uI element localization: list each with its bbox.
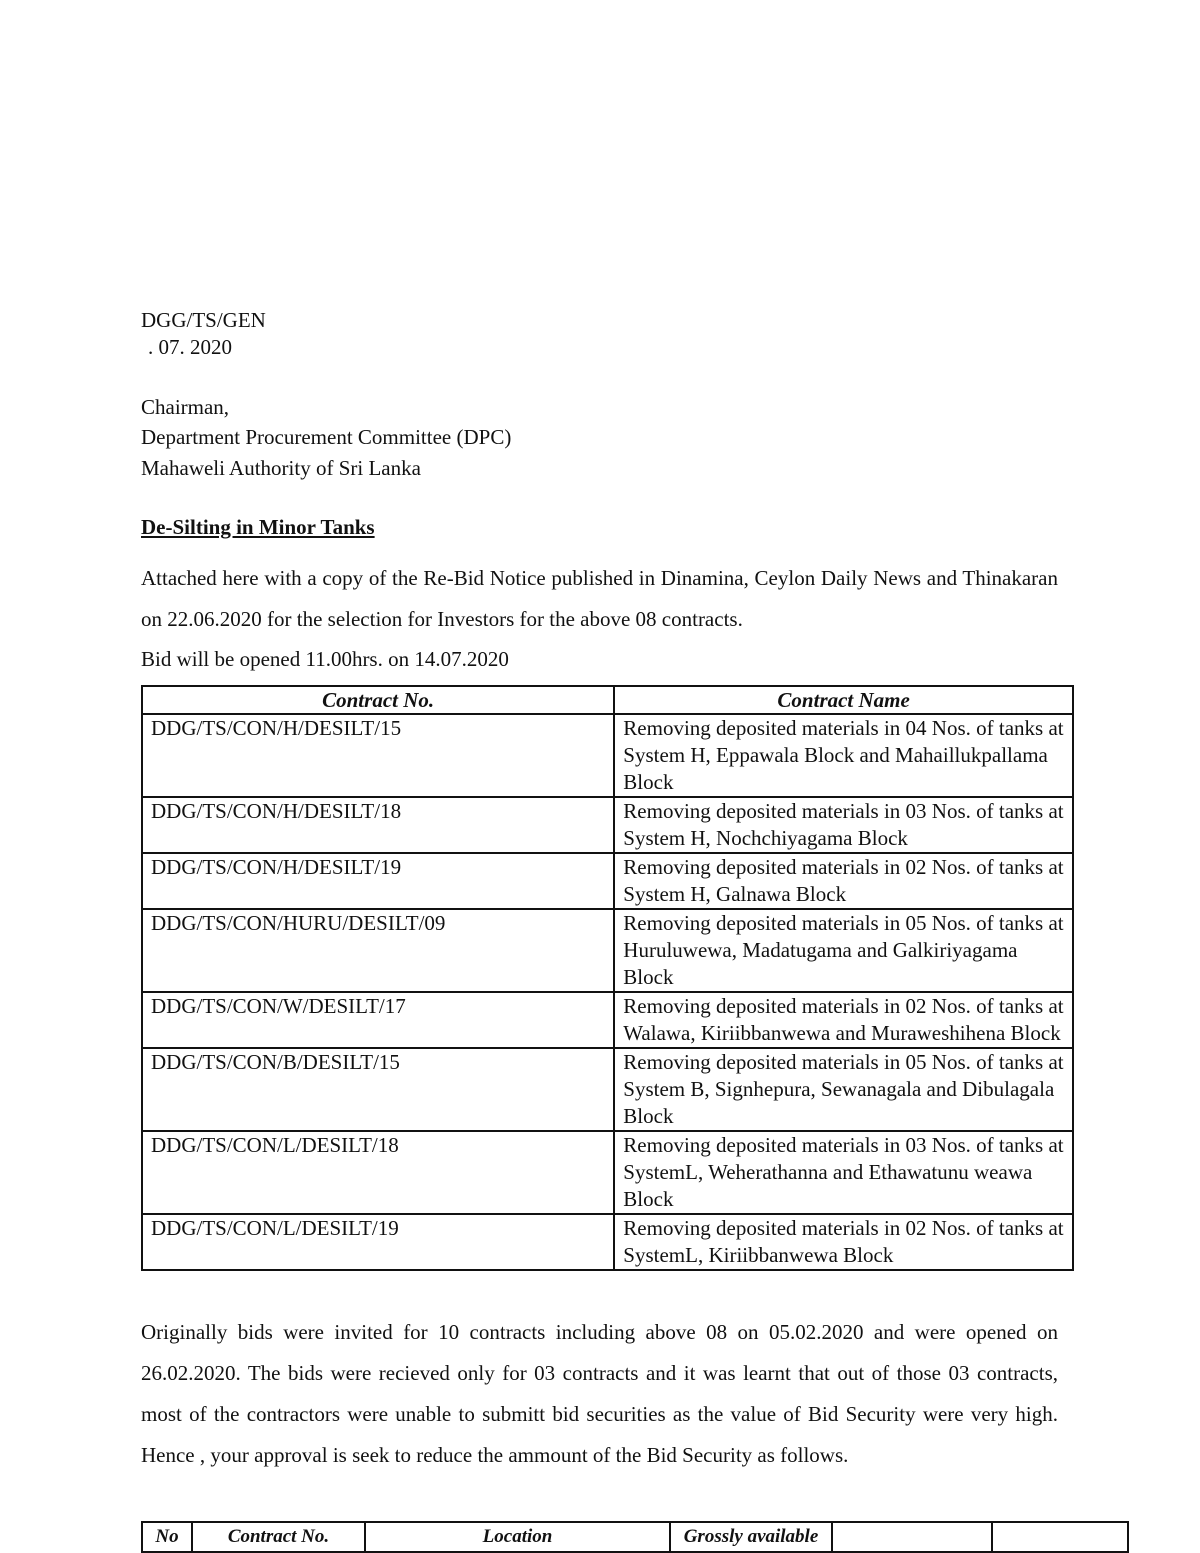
contract-no-cell: DDG/TS/CON/H/DESILT/18 (142, 797, 614, 853)
column-header-contract-no: Contract No. (142, 686, 614, 714)
letter-date: . 07. 2020 (148, 335, 232, 359)
contract-name-cell: Removing deposited materials in 03 Nos. of tanks at System H, Nochchiyagama Block (614, 797, 1073, 853)
table-row (142, 714, 1073, 797)
bid-opening-note: Bid will be opened 11.00hrs. on 14.07.2020 (141, 647, 509, 671)
contracts-table (141, 685, 1074, 1271)
contract-name-cell: Removing deposited materials in 02 Nos. of tanks at Walawa, Kiriibbanwewa and Muraweshihena Block (614, 992, 1073, 1048)
contract-no-cell: DDG/TS/CON/B/DESILT/15 (142, 1048, 614, 1131)
recipient-organization: Mahaweli Authority of Sri Lanka (141, 456, 421, 480)
column-header-contract-no: Contract No. (192, 1522, 365, 1552)
column-header-contract-name: Contract Name (614, 686, 1073, 714)
column-header-blank-2 (992, 1522, 1128, 1552)
table-row (142, 909, 1073, 992)
intro-paragraph: Attached here with a copy of the Re-Bid Notice published in Dinamina, Ceylon Daily News and Thinakaran on 22.06.2020 for the selection for Investors for the above 08 contracts. (141, 566, 1058, 631)
table-row (142, 797, 1073, 853)
contract-no-cell: DDG/TS/CON/W/DESILT/17 (142, 992, 614, 1048)
subject-heading: De-Silting in Minor Tanks (141, 515, 375, 539)
reference-number: DGG/TS/GEN (141, 308, 266, 332)
contract-name-cell: Removing deposited materials in 05 Nos. of tanks at Huruluwewa, Madatugama and Galkiriyagama Block (614, 909, 1073, 992)
contract-no-cell: DDG/TS/CON/H/DESILT/19 (142, 853, 614, 909)
contract-name-cell: Removing deposited materials in 04 Nos. of tanks at System H, Eppawala Block and Mahaillukpallama Block (614, 714, 1073, 797)
contract-no-cell: DDG/TS/CON/L/DESILT/18 (142, 1131, 614, 1214)
table-row (142, 992, 1073, 1048)
table-row (142, 853, 1073, 909)
contract-name-cell: Removing deposited materials in 02 Nos. of tanks at SystemL, Kiriibbanwewa Block (614, 1214, 1073, 1270)
contract-name-cell: Removing deposited materials in 05 Nos. of tanks at System B, Signhepura, Sewanagala and Dibulagala Block (614, 1048, 1073, 1131)
column-header-location: Location (365, 1522, 670, 1552)
table-header-row (142, 1522, 1128, 1552)
table-header-row (142, 686, 1073, 714)
contract-no-cell: DDG/TS/CON/L/DESILT/19 (142, 1214, 614, 1270)
bid-security-table (141, 1521, 1129, 1553)
body-paragraph: Originally bids were invited for 10 contracts including above 08 on 05.02.2020 and were opened on 26.02.2020. The bids were recieved only for 03 contracts and it was learnt that out of those 03 contracts, most of the contractors were unable to submitt bid securities as the value of Bid Security were very high. Hence , your approval is seek to reduce the ammount of the Bid Security as follows. (141, 1320, 1058, 1467)
contract-name-cell: Removing deposited materials in 03 Nos. of tanks at SystemL, Weherathanna and Ethawatunu weawa Block (614, 1131, 1073, 1214)
table-row (142, 1131, 1073, 1214)
table-row (142, 1048, 1073, 1131)
recipient-committee: Department Procurement Committee (DPC) (141, 425, 512, 449)
recipient-title: Chairman, (141, 395, 230, 419)
contract-no-cell: DDG/TS/CON/H/DESILT/15 (142, 714, 614, 797)
column-header-blank-1 (832, 1522, 992, 1552)
table-row (142, 1214, 1073, 1270)
contract-no-cell: DDG/TS/CON/HURU/DESILT/09 (142, 909, 614, 992)
column-header-grossly-available: Grossly available (670, 1522, 832, 1552)
column-header-no: No (142, 1522, 192, 1552)
contract-name-cell: Removing deposited materials in 02 Nos. of tanks at System H, Galnawa Block (614, 853, 1073, 909)
